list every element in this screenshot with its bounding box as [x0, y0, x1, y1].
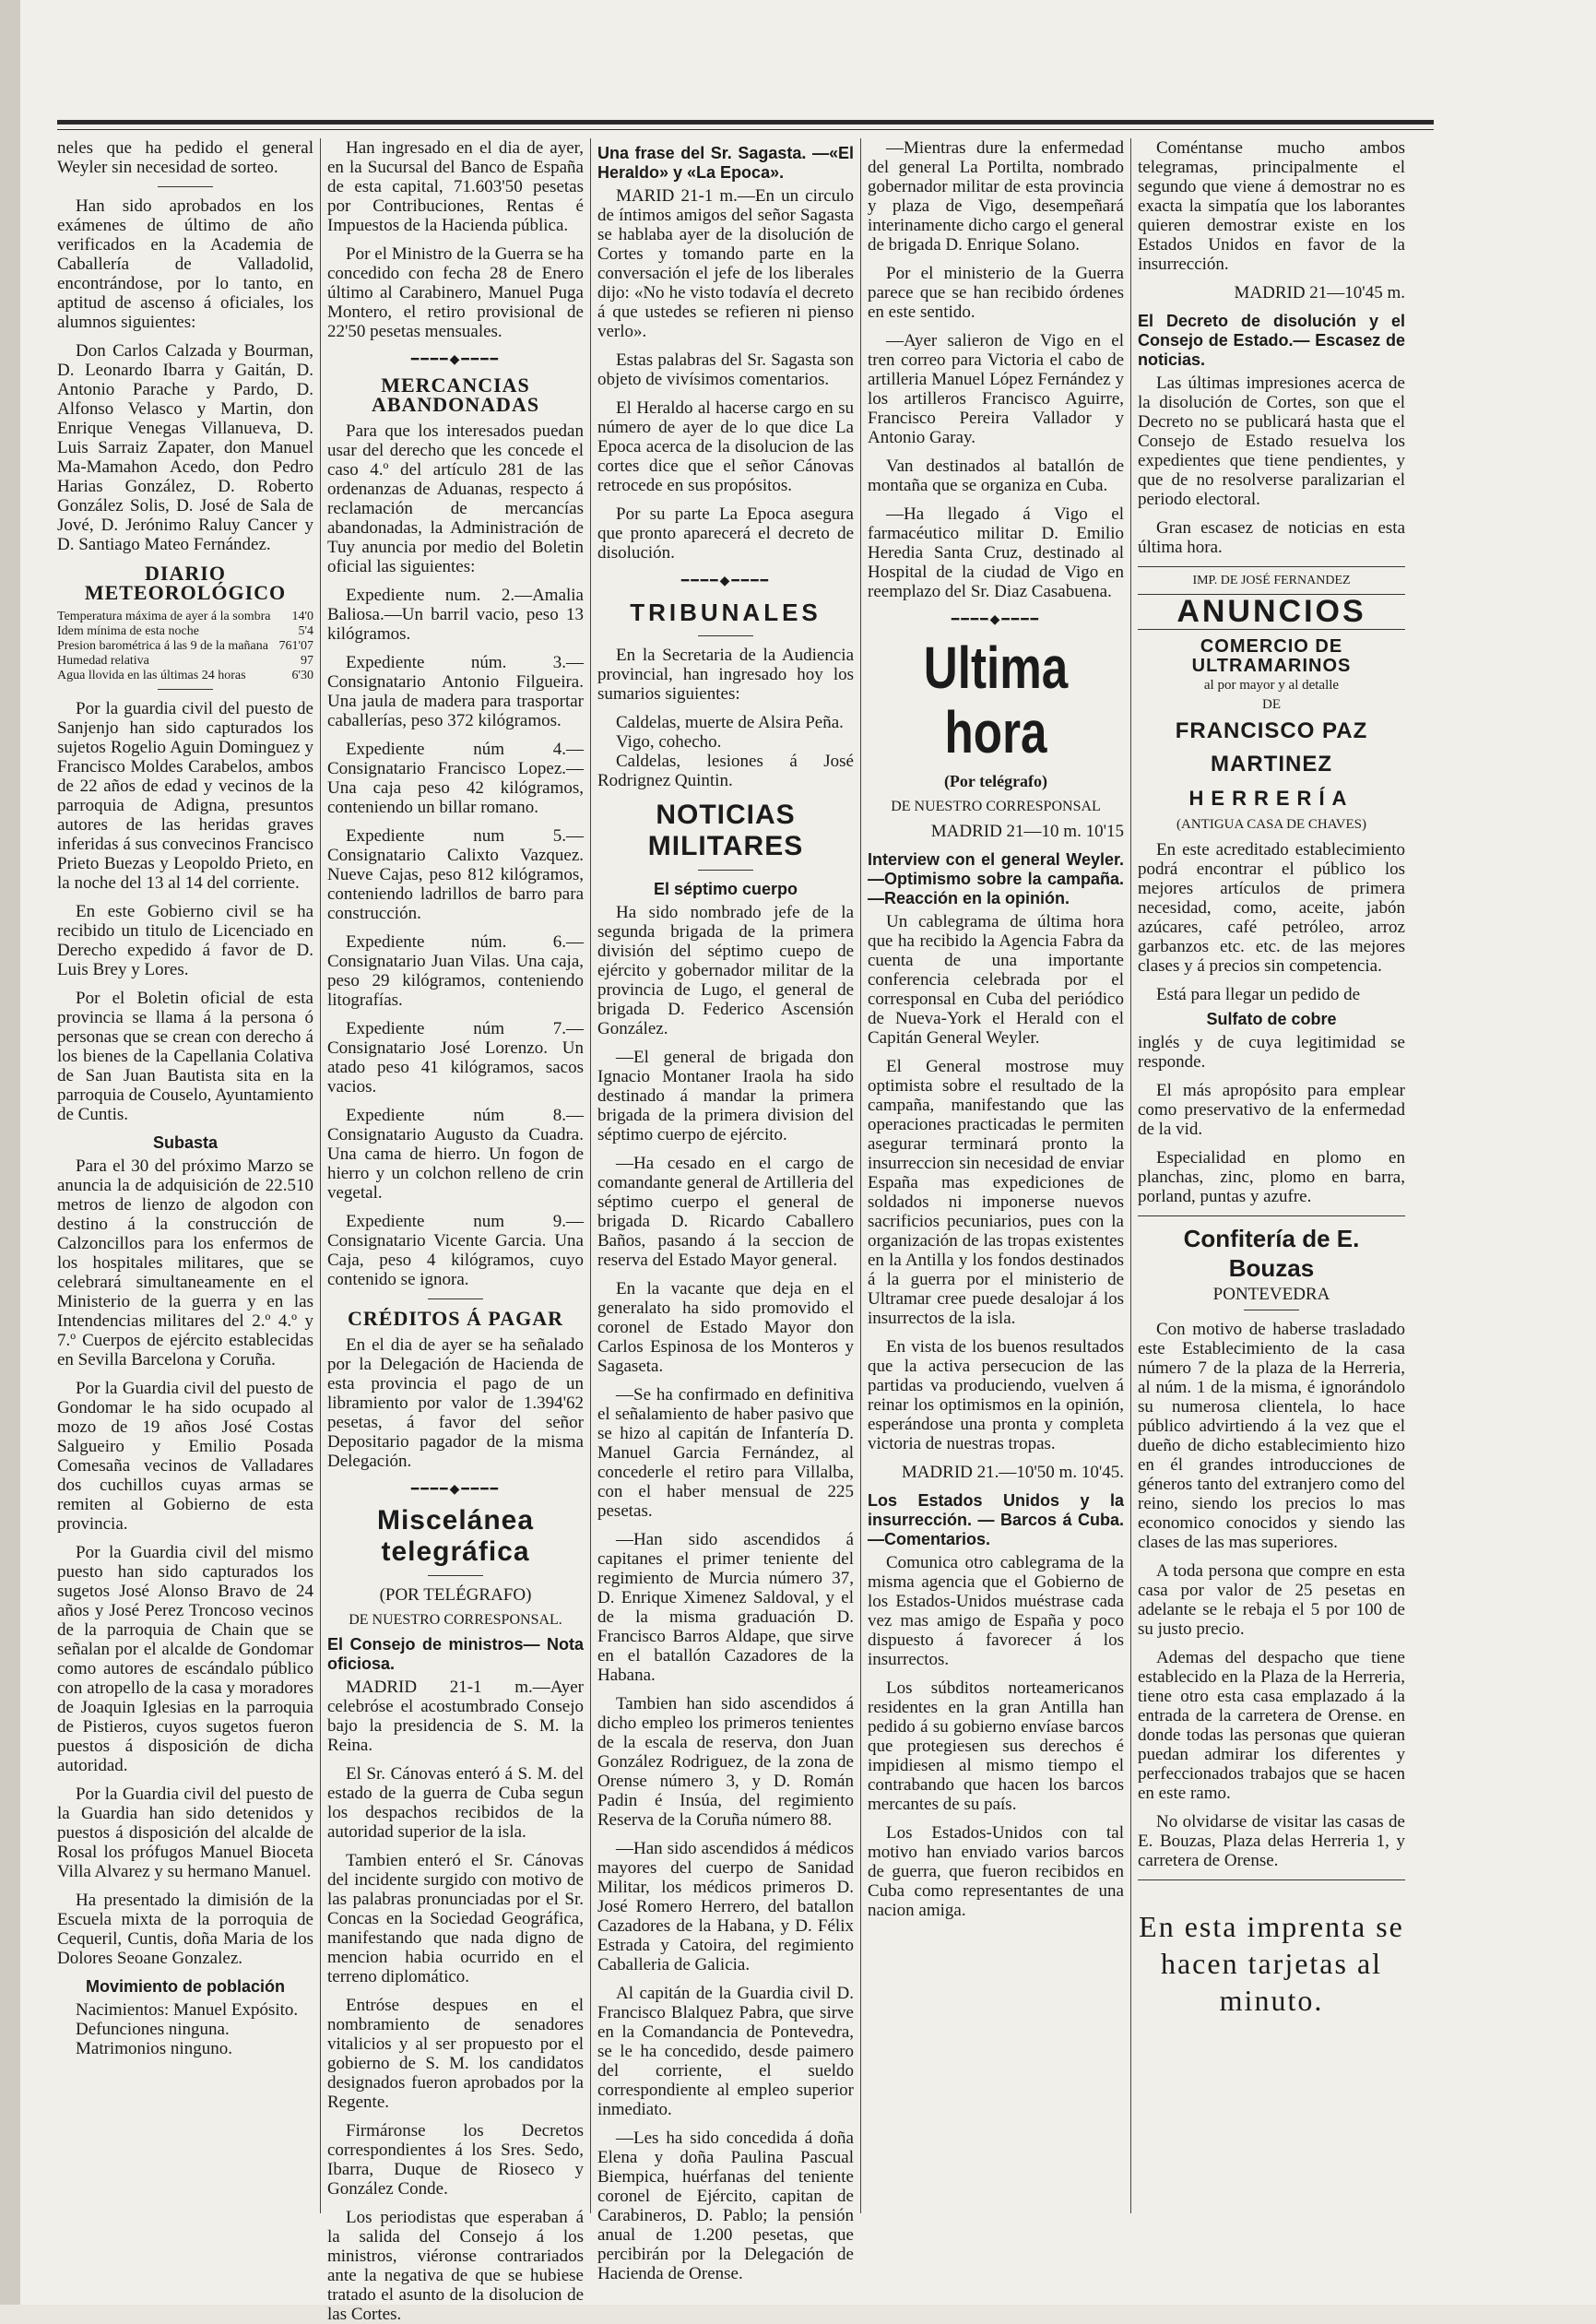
news-headline: Una frase del Sr. Sagasta. —«El Heraldo» y «La Epoca».	[597, 144, 854, 182]
section-heading-tribunales: TRIBUNALES	[630, 599, 822, 626]
paragraph: Para el 30 del próximo Marzo se anuncia la de adquisición de 22.510 metros de lienzo de algodon con destino á la construcción de Calzoncillos para los enfermos de los hospitales militares, que se celebrará simultaneamente en el Ministerio de la guerra y en las Intendencias militares del 2.º 4.º y 7.º Cuerpos de ejército establecidas en Sevilla Barcelona y Coruña.	[57, 1156, 313, 1370]
paragraph: Está para llegar un pedido de	[1156, 985, 1361, 1004]
news-headline: El Decreto de disolución y el Consejo de Estado.— Escasez de noticias.	[1138, 312, 1405, 369]
paragraph: El Heraldo al hacerse cargo en su número de ayer de lo que dice La Epoca acerca de la disolucion de las cortes dice que el señor Cánovas retrocede en sus propósitos.	[597, 398, 854, 495]
paragraph: Entróse despues en el nombramiento de senadores vitalicios y al ser propuesto por el gobierno de S. M. los candidatos designados fueron aprobados por la Regente.	[327, 1996, 584, 2112]
paragraph: MADRID 21-1 m.—Ayer celebróse el acostumbrado Consejo bajo la presidencia de S. M. la Reina.	[327, 1678, 584, 1755]
paragraph: En este Gobierno civil se ha recibido un titulo de Licenciado en Derecho expedido á favor de D. Luis Brey y Lores.	[57, 902, 313, 979]
paragraph: Los Estados-Unidos con tal motivo han enviado varios barcos de guerra, que fueron recibidos en Cuba como representantes de una nacion amiga.	[868, 1823, 1124, 1920]
paragraph: Para que los interesados puedan usar del derecho que les concede el caso 4.º del artículo 281 de las ordenanzas de Aduanas, respecto á reclamación de mercancías abandonadas, la Administración de Tuy anuncia por medio del Boletin oficial las siguientes:	[327, 421, 584, 576]
paragraph: Estas palabras del Sr. Sagasta son objeto de vivísimos comentarios.	[597, 350, 854, 389]
dateline: MADRID 21—10 m. 10'15	[930, 822, 1124, 841]
paragraph: Por la Guardia civil del mismo puesto han sido capturados los sugetos José Alonso Bravo de 24 años y José Perez Troncoso vecinos de la parroquia de Chain que se señalan por el alcalde de Gondomar como autores de escándalo público con atropello de la casa y moradores de Joaquin Iglesias en la parroquia de Pistieros, cuyos sugetos fueron puestos á disposición de dicha autoridad.	[57, 1543, 313, 1775]
section-subheading: El séptimo cuerpo	[653, 880, 798, 898]
paragraph: Han sido aprobados en los exámenes de último de año verificados en la Academia de Caballería de Valladolid, encontrándose, por lo tanto, en aptitud de ascenso á oficiales, los alumnos siguientes:	[57, 196, 313, 332]
weather-value: 761'07	[278, 639, 313, 653]
ornament-divider: ━━━━◆━━━━	[410, 353, 501, 367]
paragraph: inglés y de cuya legitimidad se responde.	[1138, 1033, 1405, 1072]
paragraph: —Les ha sido concedida á doña Elena y doña Paulina Pascual Biempica, huérfanas del teniente coronel de Ejército, capitan de Carabineros, D. Pablo; la pensión anual de 1.200 pesetas, que percibirán por la Delegación de Hacienda de Orense.	[597, 2128, 854, 2283]
paragraph: No olvidarse de visitar las casas de E. Bouzas, Plaza delas Herreria 1, y carretera de Orense.	[1138, 1812, 1405, 1870]
divider	[698, 635, 753, 636]
divider	[158, 186, 213, 187]
paragraph: MARID 21-1 m.—En un circulo de íntimos amigos del señor Sagasta se hablaba ayer de la disolución de Cortes y tomando parte en la conversación el jefe de los liberales dijo: «No he visto todavía el decreto á que ustedes se refieren ni pienso verlo».	[597, 186, 854, 341]
scan-left-edge	[0, 0, 20, 2305]
paragraph: En este acreditado establecimiento podrá encontrar el público los mejores artículos de primera necesidad, como, aceite, jabón azúcares, café petróleo, arroz garbanzos etc. etc. de las mejores clases y á precios sin competencia.	[1138, 840, 1405, 976]
weather-label: Humedad relativa	[57, 654, 149, 668]
paragraph: Al capitán de la Guardia civil D. Francisco Blalquez Pabra, que sirve en la Comandancia de Pontevedra, se le ha concedido, desde paimero del corriente, el sueldo correspondiente al empleo superior inmediato.	[597, 1984, 854, 2119]
column-2	[327, 138, 584, 2324]
paragraph: Por la Guardia civil del puesto de Gondomar le ha sido ocupado al mozo de 19 años José Costas Salgueiro y Emilio Posada Comesaña vecinos de Valladares dos cuchillos cuyas armas se remiten al Gobierno de esta provincia.	[57, 1379, 313, 1534]
paragraph: Expediente núm. 6.—Consignatario Juan Vilas. Una caja, peso 29 kilógramos, conteniendo litografías.	[327, 932, 584, 1010]
weather-label: Temperatura máxima de ayer á la sombra	[57, 610, 271, 623]
weather-label: Presion barométrica á las 9 de la mañana	[57, 639, 268, 653]
ad-owner-name: FRANCISCO PAZ MARTINEZ	[1175, 718, 1368, 777]
subheading: DE NUESTRO CORRESPONSAL	[891, 799, 1101, 814]
paragraph: Por el ministerio de la Guerra parece que se han recibido órdenes en este sentido.	[868, 264, 1124, 322]
paragraph: Los súbditos norteamericanos residentes en la gran Antilla han pedido á su gobierno envíase barcos que protegiesen sus derechos é impidiesen al mismo tiempo el contrabando que hacen los barcos mercantes de su país.	[868, 1678, 1124, 1814]
paragraph: Tambien han sido ascendidos á dicho empleo los primeros tenientes de la escala de reserva, don Juan González Rodriguez, de la zona de Orense número 3, y D. Román Padin é Insúa, del regimiento Reserva de la Coruña número 88.	[597, 1694, 854, 1830]
column-3	[597, 138, 854, 2283]
news-headline: El Consejo de ministros— Nota oficiosa.	[327, 1635, 584, 1673]
paragraph: neles que ha pedido el general Weyler sin necesidad de sorteo.	[57, 138, 313, 177]
paragraph: Expediente num 9.—Consignatario Vicente Garcia. Una Caja, peso 4 kilógramos, cuyo contenido se ignora.	[327, 1212, 584, 1289]
paragraph: Van destinados al batallón de montaña que se organiza en Cuba.	[868, 456, 1124, 495]
weather-row	[57, 624, 313, 639]
weather-row	[57, 669, 313, 683]
weather-value: 6'30	[291, 669, 313, 682]
paragraph: Por el Ministro de la Guerra se ha concedido con fecha 28 de Enero último al Carabinero, Manuel Puga Montero, el retiro provisional de 22'50 pesetas mensuales.	[327, 244, 584, 341]
paragraph: Ha sido nombrado jefe de la segunda brigada de la primera división del séptimo cuepo de ejército y gobernador militar de la provincia de Lugo, el general de brigada D. Federico Ascensión González.	[597, 903, 854, 1038]
weather-label: Agua llovida en las últimas 24 horas	[57, 669, 246, 682]
paragraph: Nacimientos: Manuel Expósito.	[76, 2000, 299, 2020]
paragraph: —Ha llegado á Vigo el farmacéutico militar D. Emilio Heredia Santa Cruz, destinado al Hospital de la ciudad de Vigo en reemplazo del Sr. Diaz Casabuena.	[868, 504, 1124, 601]
section-heading-noticias-militares: NOTICIAS MILITARES	[647, 800, 804, 861]
paragraph: Ha presentado la dimisión de la Escuela mixta de la porroquia de Cequeril, Cuntis, doña Maria de los Dolores Seoane Gonzalez.	[57, 1891, 313, 1968]
paragraph: Con motivo de haberse trasladado este Establecimiento de la casa número 7 de la plaza de la Herreria, al núm. 1 de la misma, é ignorándolo su numerosa clientela, lo hace público advirtiendo á la vez que el dueño de dicho establecimiento hizo en él grandes introducciones de géneros tanto del extranjero como del reino, siendo los precios lo mas economico conocidos y siendo las clases de las mas superiores.	[1138, 1320, 1405, 1552]
column-separator	[860, 138, 861, 2213]
paragraph: El General mostrose muy optimista sobre el resultado de la campaña, manifestando que las operaciones practicadas le permiten asegurar terminará pronto la insurreccion sin necesidad de enviar España mas expediciones de soldados ni imponerse nuevos sacrificios pecuniarios, pues con la organización de las tropas existentes en la Antilla y los fondos destinados á la guerra por el ministerio de Ultramar cree puede desalojar á los insurrectos de la isla.	[868, 1057, 1124, 1328]
ornament-divider: ━━━━◆━━━━	[951, 613, 1041, 627]
paragraph: Caldelas, lesiones á José Rodrignez Quintin.	[597, 752, 854, 790]
weather-table	[57, 610, 313, 683]
ad-city: PONTEVEDRA	[1212, 1285, 1330, 1304]
paragraph: Por el Boletin oficial de esta provincia se llama á la persona ó personas que se crean con derecho á los bienes de la Capellania Colativa de San Juan Bautista sita en la parroquia de Couselo, Ayuntamiento de Cuntis.	[57, 989, 313, 1124]
subheading: (Por telégrafo)	[943, 772, 1048, 790]
section-heading-anuncios: ANUNCIOS	[1176, 594, 1366, 629]
section-heading-ultima-hora: Ultima hora	[923, 634, 1069, 765]
divider	[428, 1298, 483, 1299]
paragraph: Comunica otro cablegrama de la misma agencia que el Gobierno de los Estados-Unidos muéstrase cada vez mas amigo de España y poco dispuesto á favorecer á los insurrectos.	[868, 1553, 1124, 1669]
paragraph: En el dia de ayer se ha señalado por la Delegación de Hacienda de esta provincia el pago de un libramiento por valor de 1.394'62 pesetas, á favor del señor Depositario pagador de la misma Delegación.	[327, 1335, 584, 1471]
paragraph: Expediente núm 7.—Consignatario José Lorenzo. Un atado peso 41 kilógramos, sacos vacios.	[327, 1019, 584, 1097]
column-separator	[590, 138, 591, 2213]
column-5	[1138, 138, 1405, 2269]
newspaper-page	[20, 0, 1596, 2324]
paragraph: Por la Guardia civil del puesto de la Guardia han sido detenidos y puestos á disposición del alcalde de Rosal los prófugos Manuel Bioceta Villa Alvarez y su hermano Manuel.	[57, 1784, 313, 1881]
paragraph: Han ingresado en el dia de ayer, en la Sucursal del Banco de España de esta capital, 71.603'50 pesetas por Contribuciones, Rentas é Impuestos de la Hacienda pública.	[327, 138, 584, 235]
ad-business-type: COMERCIO DE ULTRAMARINOS	[1191, 636, 1352, 676]
divider	[1138, 1879, 1405, 1880]
paragraph: —Se ha confirmado en definitiva el señalamiento de haber pasivo que se hizo al capitán de Infantería D. Manuel Garcia Fernández, al concederle el retiro para Villalba, con el haber mensual de 225 pesetas.	[597, 1385, 854, 1521]
paragraph: Un cablegrama de última hora que ha recibido la Agencia Fabra da cuenta de una importante conferencia celebrada por el corresponsal en Cuba del periódico de Nueva-York el Herald con el Capitán General Weyler.	[868, 912, 1124, 1048]
column-separator	[1130, 138, 1131, 2213]
top-rule	[57, 120, 1434, 125]
paragraph: —Ayer salieron de Vigo en el tren correo para Victoria el cabo de artilleria Manuel López Fernández y los artilleros Francisco Aguirre, Francisco Pereira Vallador y Antonio Garay.	[868, 331, 1124, 447]
ad-product: Sulfato de cobre	[1206, 1010, 1337, 1028]
ornament-divider: ━━━━◆━━━━	[410, 1483, 501, 1497]
ad-street: HERRERÍA	[1188, 787, 1354, 810]
paragraph: —Mientras dure la enfermedad del general La Portilta, nombrado gobernador militar de esta provincia y plaza de Vigo, desempeñará interinamente dicho cargo el general de brigada D. Enrique Solano.	[868, 138, 1124, 255]
weather-value: 97	[301, 654, 313, 668]
paragraph: El Sr. Cánovas enteró á S. M. del estado de la guerra de Cuba segun los despachos recibidos de la autoridad superior de la isla.	[327, 1764, 584, 1842]
dateline: MADRID 21.—10'50 m. 10'45.	[901, 1463, 1124, 1482]
ornament-divider: ━━━━◆━━━━	[680, 575, 771, 588]
paragraph: Don Carlos Calzada y Bourman, D. Leonardo Ibarra y Gaitán, D. Antonio Parache y Pardo, D. Alfonso Velasco y Martin, don Enrique Venegas Villanueva, D. Luis Sarraiz Zapater, don Manuel Ma-Mamahon Acedo, don Pedro Harias González, D. Roberto González Solis, D. José de Sala de Jové, D. Jerónimo Raluy Cancer y D. Santiago Mateo Fernández.	[57, 341, 313, 554]
section-heading-mercancias: MERCANCIAS ABANDONADAS	[371, 374, 540, 416]
imprint-text: IMP. DE JOSÉ FERNANDEZ	[1192, 574, 1351, 587]
paragraph: —El general de brigada don Ignacio Montaner Iraola ha sido destinado á mandar la primera brigada de la primera division del séptimo cuerpo de ejército.	[597, 1048, 854, 1144]
paragraph: —Ha cesado en el cargo de comandante general de Artilleria del séptimo cuerpo el general de brigada D. Ricardo Caballero Baños, pasando á la seccion de reserva del Estado Mayor general.	[597, 1154, 854, 1270]
column-1	[57, 138, 313, 2269]
ad-subline: DE	[1262, 697, 1281, 712]
dateline: MADRID 21—10'45 m.	[1234, 283, 1405, 302]
print-shop-note: En esta imprenta se hacen tarjetas al minuto.	[1139, 1910, 1404, 2017]
paragraph: Expediente núm. 3.—Consignatario Antonio Filgueira. Una jaula de madera para trasportar caballerías, peso 372 kilógramos.	[327, 653, 584, 730]
subheading: (POR TELÉGRAFO)	[379, 1585, 532, 1605]
divider	[698, 870, 753, 871]
divider	[158, 689, 213, 690]
paragraph: Ademas del despacho que tiene establecido en la Plaza de la Herreria, tiene otro esta casa emplazado á la entrada de la carretera de Orense. en donde todas las personas que quieran puedan admirar los diferentes y perfeccionados trabajos que se hacen en este ramo.	[1138, 1648, 1405, 1803]
ad-subline: (ANTIGUA CASA DE CHAVES)	[1176, 817, 1366, 832]
divider	[1138, 1215, 1405, 1216]
paragraph: Expediente num 5.—Consignatario Calixto Vazquez. Nueve Cajas, peso 812 kilógramos, conteniendo ladrillos de barro para construcción.	[327, 826, 584, 923]
section-heading-creditos: CRÉDITOS Á PAGAR	[348, 1307, 563, 1330]
paragraph: El más apropósito para emplear como preservativo de la enfermedad de la vid.	[1138, 1081, 1405, 1139]
column-4	[868, 138, 1124, 2269]
paragraph: Las últimas impresiones acerca de la disolución de Cortes, son que el Decreto no se publicará hasta que el Consejo de Estado resuelva los expedientes que tiene pendientes, y que de no resolverse paralizarian el periodo electoral.	[1138, 374, 1405, 509]
section-heading-movimiento: Movimiento de población	[85, 1977, 285, 1996]
section-heading-meteorologico: DIARIO METEOROLÓGICO	[84, 562, 287, 604]
news-headline: Los Estados Unidos y la insurrección. — Barcos á Cuba.—Comentarios.	[868, 1491, 1124, 1548]
section-heading-subasta: Subasta	[152, 1133, 219, 1152]
column-separator	[320, 138, 321, 2213]
paragraph: Vigo, cohecho.	[616, 732, 722, 752]
paragraph: Gran escasez de noticias en esta última hora.	[1138, 518, 1405, 557]
top-rule-thin	[57, 129, 1434, 130]
paragraph: Expediente num. 2.—Amalia Baliosa.—Un barril vacio, peso 13 kilógramos.	[327, 586, 584, 644]
paragraph: —Han sido ascendidos á capitanes el primer teniente del regimiento de Murcia número 37, D. Enrique Ximenez Saldoval, y el de la misma graduación D. Francisco Barros Aldape, que sirve en el batallón Cazadores de la Habana.	[597, 1530, 854, 1685]
weather-row	[57, 610, 313, 624]
paragraph: Tambien enteró el Sr. Cánovas del incidente surgido con motivo de las palabras pronunciadas por el Sr. Concas en la Sociedad Geográfica, manifestando que nada digno de mencion habia ocurrido en el terreno diplomático.	[327, 1851, 584, 1986]
divider	[428, 1575, 483, 1576]
paragraph: Los periodistas que esperaban á la salida del Consejo á los ministros, viéronse contrariados ante la negativa de que se hubiese tratado el asunto de la disolucion de las Cortes.	[327, 2208, 584, 2324]
paragraph: Defunciones ninguna.	[76, 2020, 230, 2039]
news-headline: Interview con el general Weyler.—Optimismo sobre la campaña.—Reacción en la opinión.	[868, 850, 1124, 907]
paragraph: —Han sido ascendidos á médicos mayores del cuerpo de Sanidad Militar, los médicos primeros D. José Romero Herrero, del batallon Cazadores de la Habana, y D. Félix Estrada y Catoira, del regimiento Caballeria de Galicia.	[597, 1839, 854, 1974]
weather-label: Idem mínima de esta noche	[57, 624, 199, 638]
paragraph: Matrimonios ninguno.	[76, 2039, 232, 2058]
paragraph: Por la guardia civil del puesto de Sanjenjo han sido capturados los sujetos Rogelio Aguin Dominguez y Francisco Moldes Carabelos, ambos de 22 años de edad y vecinos de la parroquia de Adigna, presuntos autores de las heridas graves inferidas á sus convecinos Francisco Prieto Buezas y Leopoldo Prieto, en la noche del 13 al 14 del corriente.	[57, 699, 313, 893]
paragraph: Caldelas, muerte de Alsira Peña.	[616, 713, 844, 732]
paragraph: Expediente núm 4.—Consignatario Francisco Lopez.—Una caja peso 42 kilógramos, conteniendo un billar romano.	[327, 740, 584, 817]
paragraph: Expediente núm 8.—Consignatario Augusto da Cuadra. Una cama de hierro. Un fogon de hierro y un colchon relleno de crin vegetal.	[327, 1106, 584, 1203]
section-heading-miscelanea: Miscelánea telegráfica	[376, 1505, 535, 1567]
paragraph: Por su parte La Epoca asegura que pronto aparecerá el decreto de disolución.	[597, 504, 854, 563]
ad-subline: al por mayor y al detalle	[1203, 678, 1340, 693]
imprint-box	[1138, 566, 1405, 595]
paragraph: Especialidad en plomo en planchas, zinc, plomo en barra, porland, puntas y azufre.	[1138, 1148, 1405, 1206]
paragraph: A toda persona que compre en esta casa por valor de 25 pesetas en adelante se le rebaja el 5 por 100 de su justo precio.	[1138, 1561, 1405, 1639]
weather-value: 5'4	[298, 624, 313, 638]
subheading: DE NUESTRO CORRESPONSAL.	[349, 1612, 562, 1628]
paragraph: Coméntanse mucho ambos telegramas, principalmente el segundo que viene á demostrar no es exacta la simpatía que los laborantes quieren demostrar existe en los Estados Unidos en favor de la insurrección.	[1138, 138, 1405, 274]
divider	[1138, 629, 1405, 630]
ad-shop-name: Confitería de E. Bouzas	[1183, 1225, 1360, 1282]
weather-row	[57, 654, 313, 669]
paragraph: En la Secretaria de la Audiencia provincial, han ingresado hoy los sumarios siguientes:	[597, 646, 854, 704]
weather-row	[57, 639, 313, 654]
weather-value: 14'0	[291, 610, 313, 623]
paragraph: En la vacante que deja en el generalato ha sido promovido el coronel de Estado Mayor don Carlos Espinosa de los Monteros y Sagaseta.	[597, 1279, 854, 1376]
paragraph: Firmáronse los Decretos correspondientes á los Sres. Sedo, Ibarra, Duque de Rioseco y González Conde.	[327, 2121, 584, 2199]
paragraph: En vista de los buenos resultados que la activa persecucion de las partidas va produciendo, vuelven á reinar los optimismos en la opinión, esperándose una pronta y completa victoria de nuestras tropas.	[868, 1337, 1124, 1453]
